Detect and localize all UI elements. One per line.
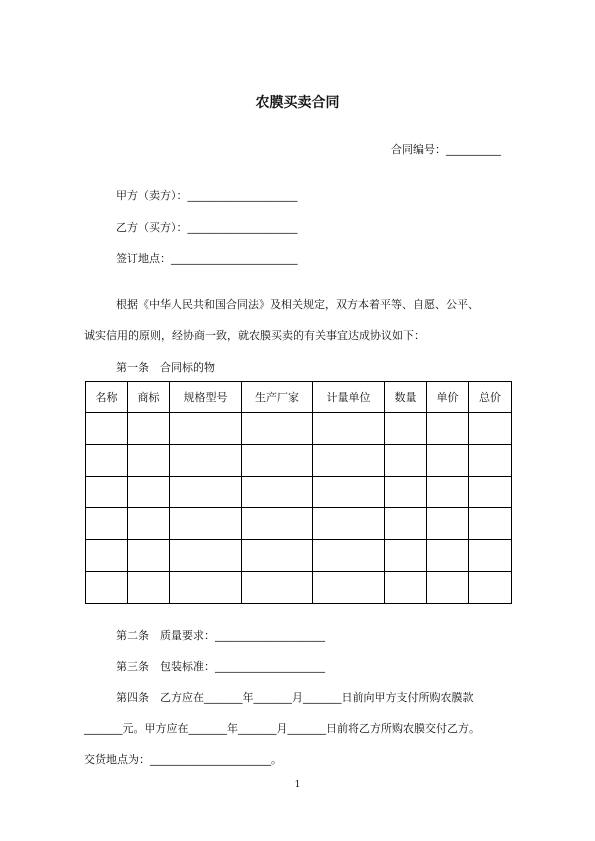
intro-paragraph-line-2: 诚实信用的原则，经协商一致，就农膜买卖的有关事宜达成协议如下：: [84, 329, 425, 342]
table-cell: [242, 413, 313, 445]
header-total-price: 总价: [469, 382, 512, 413]
table-cell: [170, 571, 242, 603]
document-title: 农膜买卖合同: [255, 95, 340, 111]
table-cell: [427, 508, 469, 540]
goods-table: [85, 381, 512, 604]
table-cell: [427, 413, 469, 445]
article-4-line-3: 交货地点为：______________________。: [84, 753, 282, 766]
table-cell: [427, 444, 469, 476]
table-cell: [427, 540, 469, 572]
table-cell: [385, 508, 427, 540]
table-cell: [86, 476, 128, 508]
table-cell: [313, 540, 385, 572]
table-cell: [469, 444, 512, 476]
header-quantity: 数量: [385, 382, 427, 413]
table-cell: [242, 508, 313, 540]
table-cell: [242, 540, 313, 572]
table-cell: [128, 413, 170, 445]
table-cell: [469, 540, 512, 572]
header-trademark: 商标: [128, 382, 170, 413]
contract-number: 合同编号：__________: [391, 143, 501, 156]
table-cell: [469, 413, 512, 445]
article-4-line-1: 第四条 乙方应在_______年_______月_______日前向甲方支付所购农膜款: [116, 691, 474, 704]
intro-paragraph-line-1: 根据《中华人民共和国合同法》及相关规定，双方本着平等、自愿、公平、: [116, 298, 479, 311]
party-b-line: 乙方（买方）：____________________: [116, 221, 298, 234]
table-cell: [242, 444, 313, 476]
header-spec-model: 规格型号: [170, 382, 242, 413]
header-unit-price: 单价: [427, 382, 469, 413]
table-header-row: [86, 382, 512, 413]
table-row: [86, 540, 512, 572]
table-cell: [128, 571, 170, 603]
table-cell: [469, 476, 512, 508]
table-cell: [86, 413, 128, 445]
table-cell: [385, 413, 427, 445]
table-cell: [242, 476, 313, 508]
party-a-line: 甲方（卖方）：____________________: [116, 189, 298, 202]
table-cell: [313, 508, 385, 540]
table-cell: [242, 571, 313, 603]
article-3-packaging: 第三条 包装标准：____________________: [116, 660, 325, 673]
table-row: [86, 444, 512, 476]
table-cell: [469, 508, 512, 540]
header-manufacturer: 生产厂家: [242, 382, 313, 413]
table-cell: [385, 444, 427, 476]
table-cell: [170, 413, 242, 445]
table-cell: [170, 444, 242, 476]
table-row: [86, 413, 512, 445]
page-number: 1: [294, 780, 301, 790]
table-cell: [313, 476, 385, 508]
article-1-heading: 第一条 合同标的物: [116, 361, 215, 374]
table-cell: [128, 444, 170, 476]
table-cell: [86, 571, 128, 603]
table-cell: [128, 476, 170, 508]
table-row: [86, 476, 512, 508]
table-cell: [313, 413, 385, 445]
table-cell: [313, 571, 385, 603]
table-cell: [427, 571, 469, 603]
table-cell: [385, 540, 427, 572]
table-cell: [128, 508, 170, 540]
table-cell: [385, 476, 427, 508]
header-name: 名称: [86, 382, 128, 413]
table-cell: [86, 540, 128, 572]
header-unit: 计量单位: [313, 382, 385, 413]
table-cell: [86, 508, 128, 540]
table-cell: [170, 508, 242, 540]
table-cell: [469, 571, 512, 603]
table-cell: [170, 476, 242, 508]
article-2-quality: 第二条 质量要求：____________________: [116, 629, 325, 642]
table-cell: [427, 476, 469, 508]
table-cell: [385, 571, 427, 603]
article-4-line-2: _______元。甲方应在_______年_______月_______日前将乙方所购农膜交付乙方。: [84, 722, 480, 735]
table-cell: [313, 444, 385, 476]
table-cell: [170, 540, 242, 572]
table-row: [86, 508, 512, 540]
sign-place-line: 签订地点：_______________________: [116, 252, 298, 265]
table-row: [86, 571, 512, 603]
table-cell: [86, 444, 128, 476]
table-cell: [128, 540, 170, 572]
